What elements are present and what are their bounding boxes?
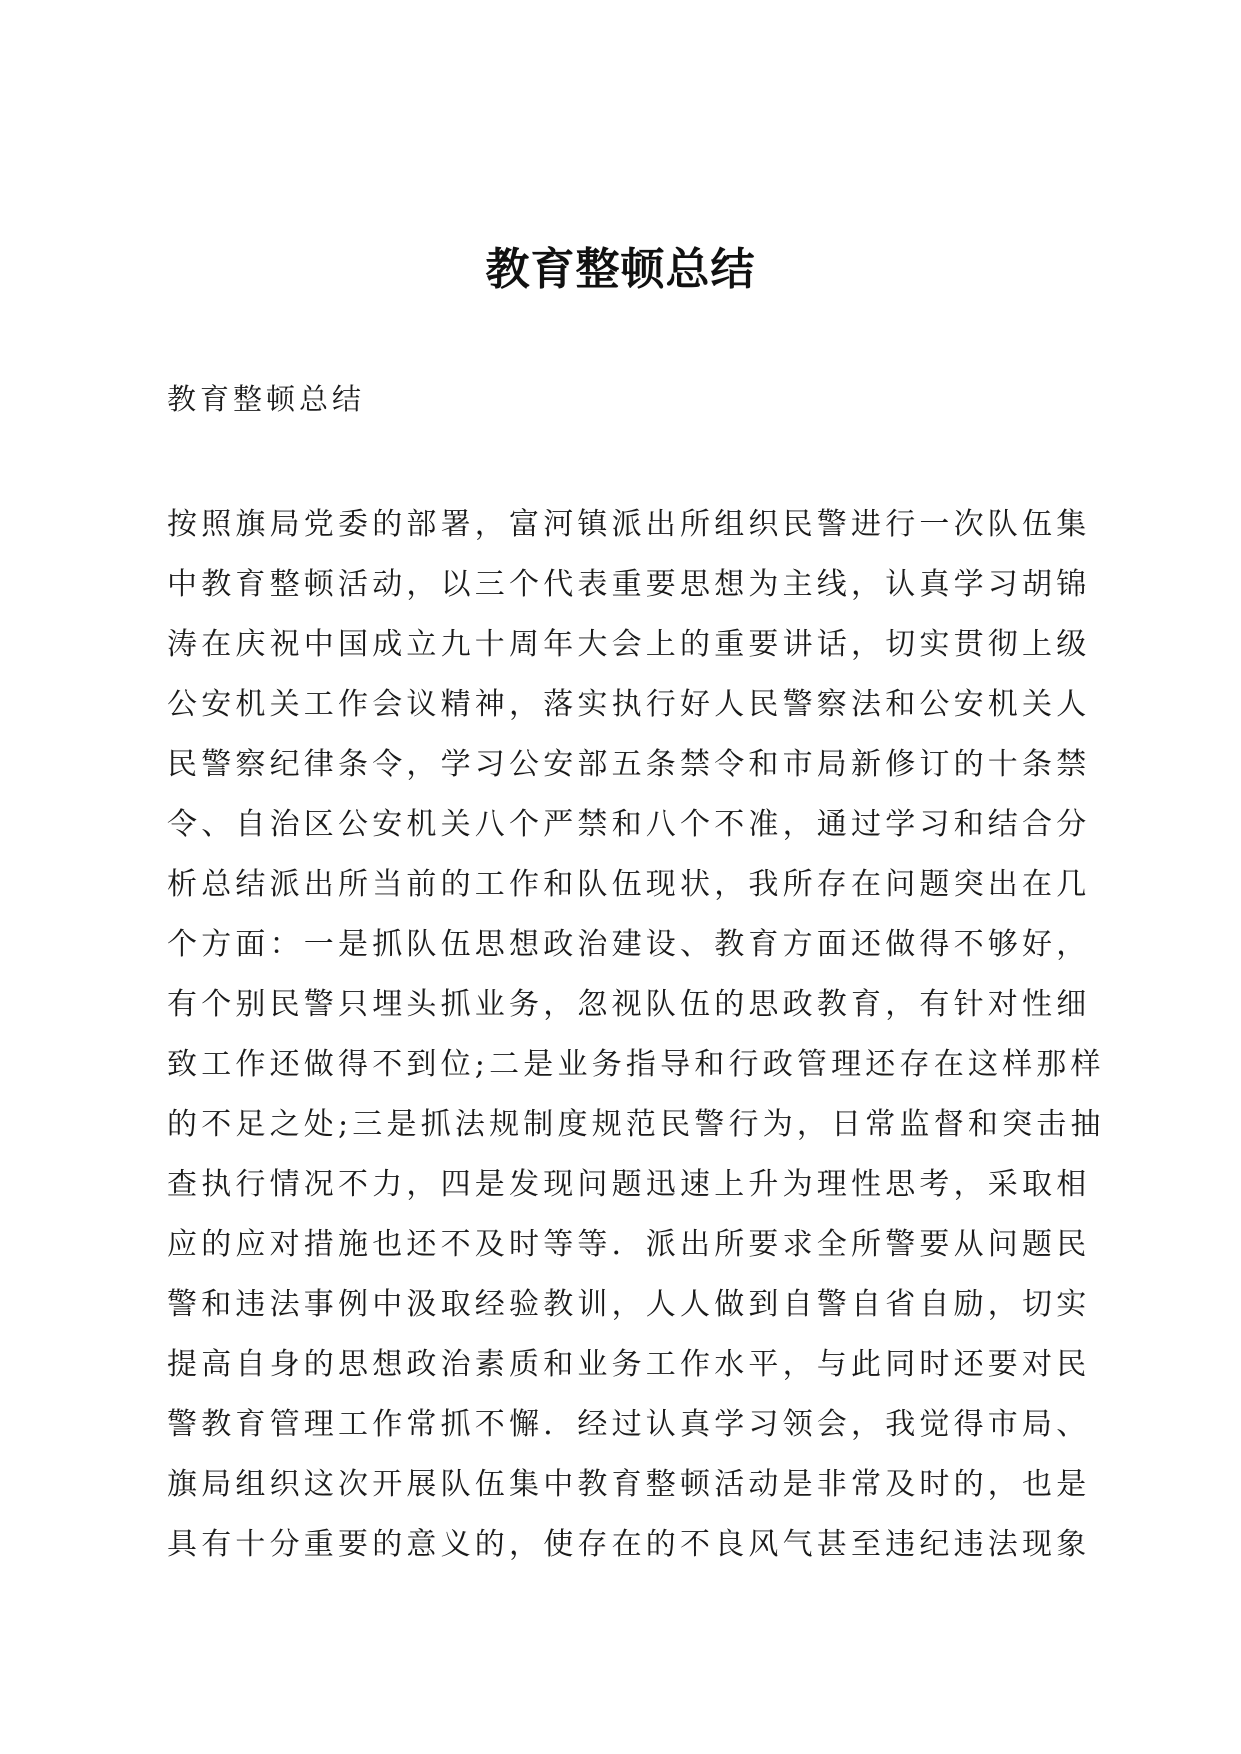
- body-line: 按照旗局党委的部署，富河镇派出所组织民警进行一次队伍集: [167, 507, 1091, 542]
- body-line: 致工作还做得不到位;二是业务指导和行政管理还存在这样那样: [167, 1047, 1105, 1082]
- body-line: 提高自身的思想政治素质和业务工作水平，与此同时还要对民: [167, 1347, 1091, 1382]
- document-title: 教育整顿总结: [485, 244, 756, 295]
- body-line: 个方面：一是抓队伍思想政治建设、教育方面还做得不够好，: [167, 927, 1091, 962]
- body-line: 公安机关工作会议精神，落实执行好人民警察法和公安机关人: [167, 687, 1091, 722]
- body-line: 旗局组织这次开展队伍集中教育整顿活动是非常及时的，也是: [167, 1467, 1091, 1502]
- body-line: 查执行情况不力，四是发现问题迅速上升为理性思考，采取相: [167, 1167, 1091, 1202]
- body-line: 有个别民警只埋头抓业务，忽视队伍的思政教育，有针对性细: [167, 987, 1091, 1022]
- document-body: [167, 495, 1105, 1575]
- body-line: 警和违法事例中汲取经验教训，人人做到自警自省自励，切实: [167, 1287, 1091, 1322]
- body-line: 民警察纪律条令，学习公安部五条禁令和市局新修订的十条禁: [167, 747, 1091, 782]
- body-line: 令、自治区公安机关八个严禁和八个不准，通过学习和结合分: [167, 807, 1091, 842]
- body-line: 警教育管理工作常抓不懈．经过认真学习领会，我觉得市局、: [167, 1407, 1091, 1442]
- body-line: 的不足之处;三是抓法规制度规范民警行为，日常监督和突击抽: [167, 1107, 1105, 1142]
- body-line: 涛在庆祝中国成立九十周年大会上的重要讲话，切实贯彻上级: [167, 627, 1091, 662]
- body-line: 析总结派出所当前的工作和队伍现状，我所存在问题突出在几: [167, 867, 1091, 902]
- body-line: 中教育整顿活动，以三个代表重要思想为主线，认真学习胡锦: [167, 567, 1091, 602]
- document-subtitle: 教育整顿总结: [167, 382, 366, 416]
- body-line: 应的应对措施也还不及时等等．派出所要求全所警要从问题民: [167, 1227, 1091, 1262]
- body-line: 具有十分重要的意义的，使存在的不良风气甚至违纪违法现象: [167, 1527, 1091, 1562]
